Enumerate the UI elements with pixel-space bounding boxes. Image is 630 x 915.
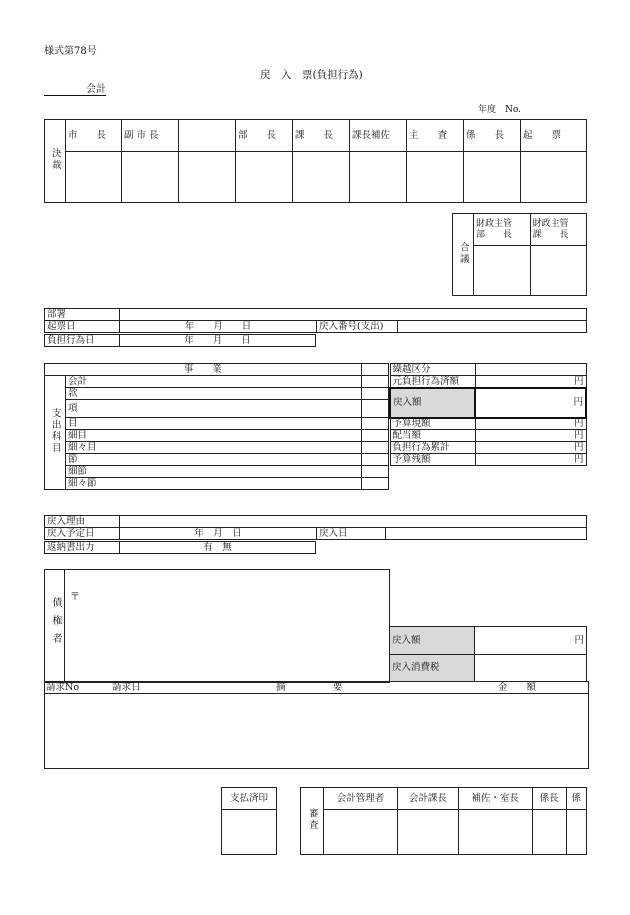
kamoku-label: 節 [66,454,362,466]
gougi-head: 財政主管 部 長 [474,214,531,246]
shohizei-value[interactable] [475,655,587,682]
kamoku-value[interactable] [361,466,388,478]
kessai-stamp[interactable] [66,152,122,203]
nendo-label: 年度 No. [478,105,521,115]
gougi-head: 財政主管 課 長 [530,214,587,246]
stamp-label: 支払済印 [222,788,277,810]
kessai-table [44,119,587,203]
saiken-address[interactable] [66,600,386,678]
kihyobi-label: 起票日 [45,321,120,333]
saiken-modori-yen[interactable]: 円 [475,627,587,655]
kessai-side: 決裁 [45,120,66,203]
tekiyo-header: 摘 要 [276,682,343,693]
shinsa-head: 係 [566,788,587,810]
moto-yen[interactable]: 円 [475,376,586,388]
riyu-label: 戻入理由 [45,516,120,528]
ruikei-label: 負担行為累計 [390,442,475,454]
modoribi-value[interactable] [386,528,587,540]
info-table [44,308,587,333]
kessai-stamp[interactable] [407,152,464,203]
stamp-table [221,787,277,855]
kamoku-label: 項 [66,400,362,418]
seikyu-list [44,681,589,769]
kamoku-value[interactable] [361,376,388,388]
gougi-table [452,213,587,296]
shinsa-head: 会計課長 [398,788,459,810]
shinsa-side: 審査 [301,788,324,855]
kessai-head: 主 査 [407,120,464,152]
kamoku-value[interactable] [361,388,388,400]
henno-label: 返納書出力 [45,542,120,554]
kessai-stamp[interactable] [464,152,521,203]
kingaku-header: 金 額 [498,682,537,693]
kamoku-label: 会計 [66,376,362,388]
kessai-head: 起 票 [521,120,587,152]
kamoku-value[interactable] [361,418,388,430]
seikyu-header-line [44,693,588,694]
saiken-modori-label: 戻入額 [390,627,475,655]
saiken-side-cell [44,569,65,681]
kamoku-value[interactable] [361,478,388,490]
kessai-stamp[interactable] [293,152,350,203]
futanbi-table [44,334,316,347]
henno-table [44,541,316,554]
shinsa-stamp[interactable] [458,810,532,855]
moto-label: 元負担行為済額 [390,376,475,388]
shishutsu-side: 支出科目 [45,376,66,490]
kessai-stamp[interactable] [179,152,236,203]
shinsa-table [300,787,587,855]
modori-yen[interactable]: 円 [475,388,586,418]
kihyobi-value[interactable]: 年 月 日 [120,321,317,333]
genkaku-label: 予算現額 [390,418,475,430]
kurikoshi-value[interactable] [475,364,586,376]
kamoku-value[interactable] [361,454,388,466]
shishutsu-table [44,363,389,490]
shinsa-stamp[interactable] [398,810,459,855]
kaikei-label: 会計 [86,84,106,95]
riyu-value[interactable] [120,516,587,528]
zip-mark: 〒 [70,592,80,603]
seikyu-no-header: 請求No [46,682,80,693]
futanbi-value[interactable]: 年 月 日 [120,335,316,347]
kessai-head [179,120,236,152]
kamoku-label: 細々目 [66,442,362,454]
kurikoshi-label: 繰越区分 [390,364,475,376]
form-number: 様式第78号 [44,46,97,57]
shinsa-stamp[interactable] [532,810,566,855]
zan-yen[interactable]: 円 [475,454,586,466]
modori-label: 戻入額 [390,388,475,418]
stamp-area[interactable] [222,810,277,855]
kessai-head: 副 市 長 [122,120,179,152]
amount-table [389,363,587,466]
shinsa-stamp[interactable] [324,810,398,855]
kamoku-label: 款 [66,388,362,400]
saiken-amount-table [389,626,587,682]
zan-label: 予算残額 [390,454,475,466]
gougi-stamp[interactable] [474,246,531,296]
seikyu-date-header: 請求日 [112,682,141,693]
modoribi-label: 戻入日 [317,528,386,540]
gougi-stamp[interactable] [530,246,587,296]
gougi-side: 合議 [453,214,474,296]
kamoku-value[interactable] [361,442,388,454]
yotei-value[interactable]: 年 月 日 [120,528,317,540]
shohizei-label: 戻入消費税 [390,655,475,682]
shinsa-head: 補佐・室長 [458,788,532,810]
ruikei-yen[interactable]: 円 [475,442,586,454]
shinsa-head: 係長 [532,788,566,810]
busho-value[interactable] [120,309,587,321]
modori-no-value[interactable] [398,321,587,333]
yotei-label: 戻入予定日 [45,528,120,540]
genkaku-yen[interactable]: 円 [475,418,586,430]
riyu-table [44,515,587,540]
shinsa-stamp[interactable] [566,810,587,855]
kessai-head: 課長補佐 [350,120,407,152]
kaikei-underline [44,85,106,96]
shinsa-head: 会計管理者 [324,788,398,810]
kessai-head: 課 長 [293,120,350,152]
jigyo-value[interactable] [361,364,388,376]
kamoku-label: 細々節 [66,478,362,490]
busho-label: 部署 [45,309,120,321]
kessai-stamp[interactable] [521,152,587,203]
kamoku-label: 細目 [66,430,362,442]
kessai-stamp[interactable] [350,152,407,203]
jigyo-label: 事 業 [45,364,362,376]
kamoku-value[interactable] [361,430,388,442]
kamoku-value[interactable] [361,400,388,418]
kessai-stamp[interactable] [122,152,179,203]
kessai-head: 部 長 [236,120,293,152]
henno-value[interactable]: 有 無 [120,542,316,554]
form-title: 戻 入 票(負担行為) [260,69,363,81]
modori-no-label: 戻入番号(支出) [317,321,398,333]
kamoku-label: 細節 [66,466,362,478]
haito-yen[interactable]: 円 [475,430,586,442]
haito-label: 配当額 [390,430,475,442]
saiken-side: 債権者 [50,597,61,651]
kessai-head: 係 長 [464,120,521,152]
kessai-head: 市 長 [66,120,122,152]
futanbi-label: 負担行為日 [45,335,120,347]
kessai-stamp[interactable] [236,152,293,203]
kamoku-label: 目 [66,418,362,430]
